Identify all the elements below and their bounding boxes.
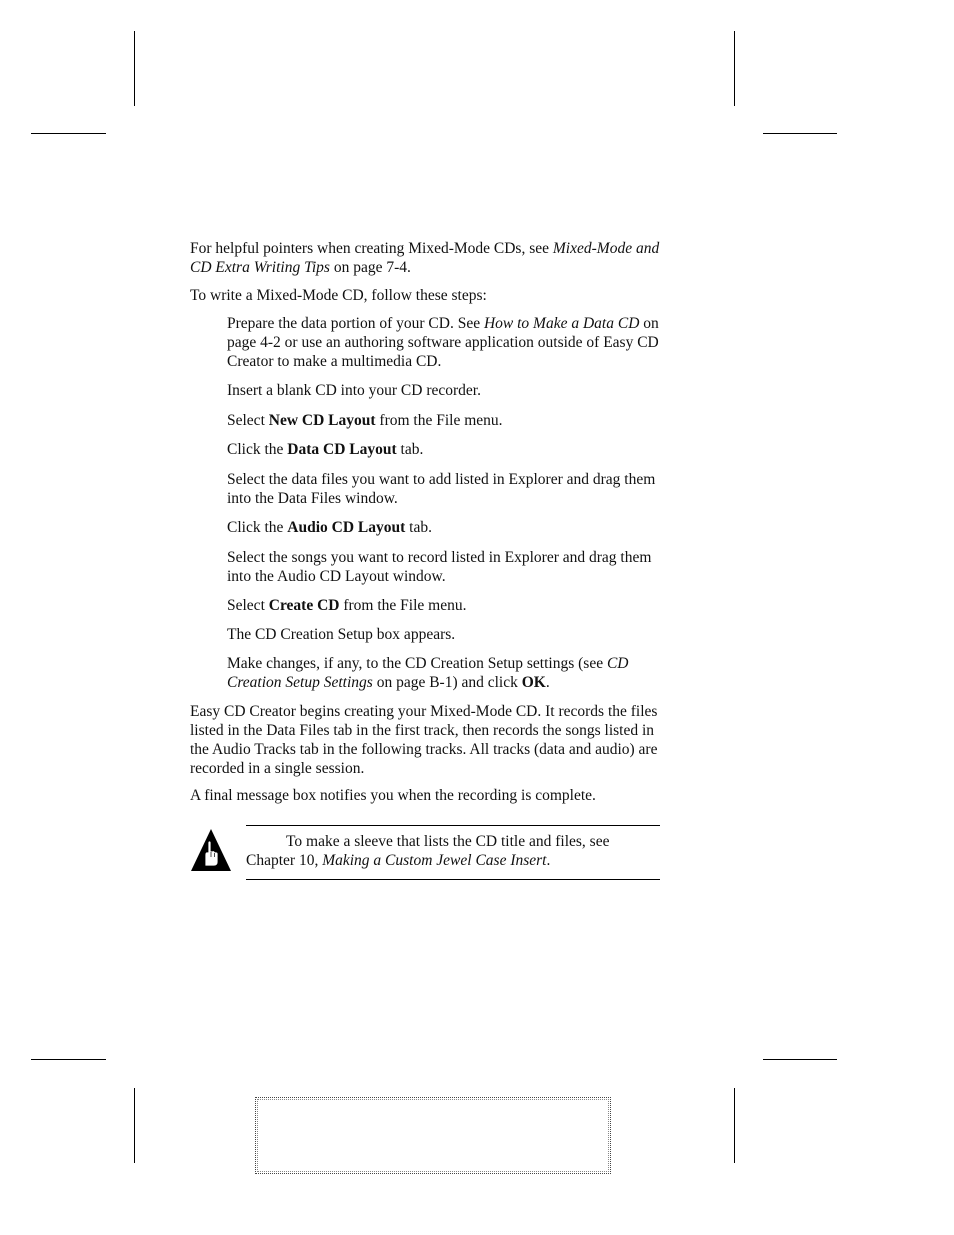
step-4-text-rest: tab. <box>396 441 424 458</box>
step-1-text-rest: on page 4-2 or use an authoring software application outside of Easy CD Creator to make a multimedia CD. <box>227 315 659 370</box>
step-3-text: Select <box>227 412 269 429</box>
crop-mark-bottom-right-horizontal <box>763 1059 837 1060</box>
step-4-command: Data CD Layout <box>287 441 397 458</box>
step-9-reference: CD Creation Setup Settings <box>227 655 629 691</box>
step-6-text: Click the <box>227 519 288 536</box>
step-8-text-rest: from the File menu. <box>339 597 467 614</box>
step-4 <box>227 440 660 459</box>
crop-mark-top-right-horizontal <box>763 133 837 134</box>
step-4-text: Click the <box>227 441 288 458</box>
crop-mark-bottom-right-vertical <box>734 1088 735 1163</box>
step-2: Insert a blank CD into your CD recorder. <box>227 382 481 399</box>
note-body: To make a sleeve that lists the CD title and files, see Chapter 10, <box>246 833 610 869</box>
step-8-result: The CD Creation Setup box appears. <box>227 626 456 643</box>
summary-paragraph: Easy CD Creator begins creating your Mixed-Mode CD. It records the files listed in the Data Files tab in the first track, then records the songs listed in the Audio Tracks tab in the following tracks. All tracks (data and audio) are recorded in a single session. <box>190 703 658 777</box>
note-bottom-rule <box>246 879 660 880</box>
intro-paragraph <box>190 239 660 277</box>
step-3-text-rest: from the File menu. <box>375 412 503 429</box>
final-paragraph: A final message box notifies you when the recording is complete. <box>190 787 596 804</box>
steps-intro: To write a Mixed-Mode CD, follow these steps: <box>190 287 487 304</box>
step-9-text-rest: . <box>545 674 550 691</box>
step-9-command: OK <box>521 674 546 691</box>
step-1-reference: How to Make a Data CD <box>483 315 640 332</box>
step-8 <box>227 596 660 615</box>
step-8-text: Select <box>227 597 269 614</box>
crop-mark-bottom-left-vertical <box>134 1088 135 1163</box>
crop-mark-top-left-vertical <box>134 31 135 106</box>
note-reference: Making a Custom Jewel Case Insert <box>322 852 547 869</box>
step-6 <box>227 518 660 537</box>
step-7: Select the songs you want to record listed in Explorer and drag them into the Audio CD Layout window. <box>227 549 652 585</box>
step-1-text: Prepare the data portion of your CD. See <box>227 315 484 332</box>
step-3-command: New CD Layout <box>268 412 376 429</box>
note-end: . <box>546 852 551 869</box>
pointing-hand-icon <box>190 828 232 872</box>
step-8-command: Create CD <box>268 597 340 614</box>
step-9 <box>227 654 660 692</box>
note-top-rule <box>246 825 660 826</box>
step-6-command: Audio CD Layout <box>287 519 406 536</box>
crop-mark-top-left-horizontal <box>31 133 106 134</box>
note-text <box>246 832 660 870</box>
intro-text: For helpful pointers when creating Mixed-Mode CDs, see <box>190 240 553 257</box>
crop-mark-bottom-left-horizontal <box>31 1059 106 1060</box>
dotted-placeholder-box <box>255 1097 611 1174</box>
intro-reference: Mixed-Mode and CD Extra Writing Tips <box>190 240 660 276</box>
step-6-text-rest: tab. <box>405 519 432 536</box>
intro-page-ref: on page 7-4. <box>329 259 411 276</box>
step-5: Select the data files you want to add listed in Explorer and drag them into the Data Files window. <box>227 471 656 507</box>
step-9-text: Make changes, if any, to the CD Creation Setup settings (see <box>227 655 607 672</box>
step-9-text-mid: on page B-1) and click <box>372 674 522 691</box>
crop-mark-top-right-vertical <box>734 31 735 106</box>
step-3 <box>227 411 660 430</box>
step-1 <box>227 314 660 371</box>
